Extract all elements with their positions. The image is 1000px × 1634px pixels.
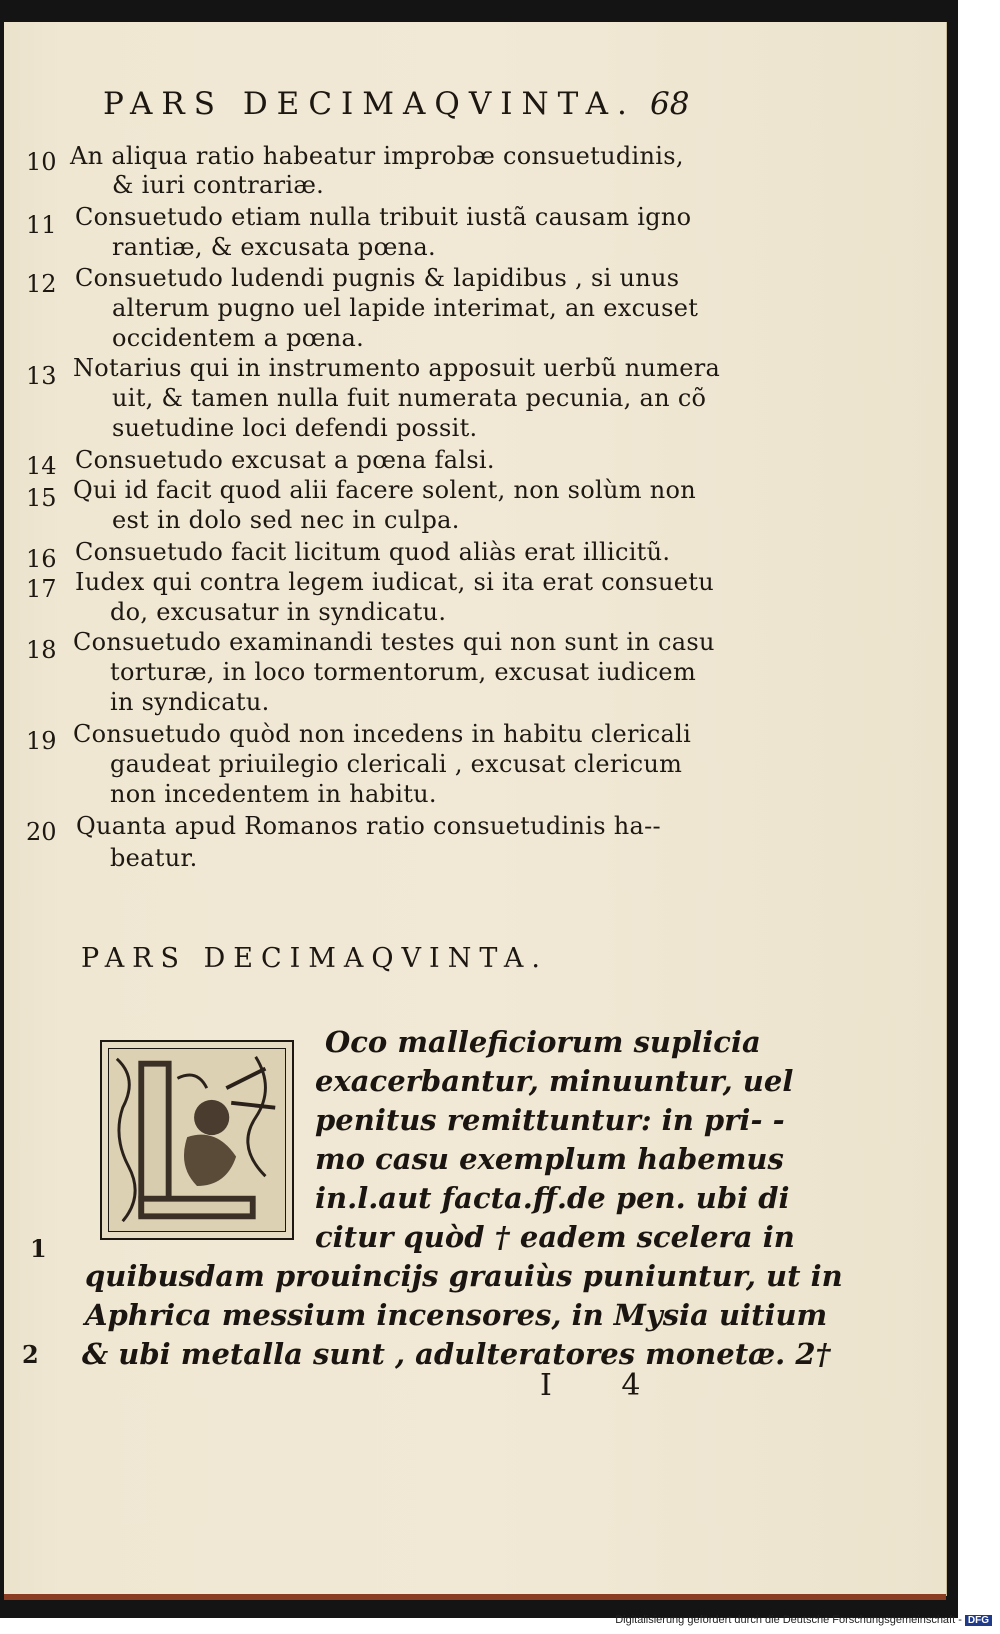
running-head-title: PARS DECIMAQVINTA. <box>103 86 636 122</box>
summary-line: occidentem a pœna. <box>112 324 365 352</box>
body-line: exacerbantur, minuuntur, uel <box>315 1064 794 1098</box>
summary-line: non incedentem in habitu. <box>110 780 437 808</box>
summary-line: Iudex qui contra legem iudicat, si ita erat consuetu <box>75 568 715 596</box>
body-line: Oco malleficiorum suplicia <box>325 1025 761 1059</box>
body-line: penitus remittuntur: in pri- - <box>315 1103 785 1137</box>
summary-number: 14 <box>26 452 57 480</box>
summary-number: 12 <box>26 270 57 298</box>
summary-line: Consuetudo examinandi testes qui non sunt in casu <box>73 628 715 656</box>
signature-mark: I 4 <box>540 1368 671 1403</box>
body-line: quibusdam prouincijs grauiùs puniuntur, ut in <box>85 1259 843 1293</box>
summary-number: 20 <box>26 818 57 846</box>
margin-number: 1 <box>30 1234 47 1263</box>
summary-number: 17 <box>26 575 57 603</box>
body-line: in.l.aut facta.ff.de pen. ubi di <box>315 1181 790 1215</box>
summary-number: 15 <box>26 484 57 512</box>
summary-line: alterum pugno uel lapide interimat, an excuset <box>112 294 699 322</box>
page-edge <box>4 1594 946 1600</box>
summary-line: beatur. <box>110 844 198 872</box>
margin-number: 2 <box>22 1340 39 1369</box>
summary-line: do, excusatur in syndicatu. <box>110 598 447 626</box>
summary-number: 19 <box>26 727 57 755</box>
summary-number: 10 <box>26 148 57 176</box>
summary-line: Consuetudo facit licitum quod aliàs erat illicitũ. <box>75 538 671 566</box>
summary-line: gaudeat priuilegio clericali , excusat clericum <box>110 750 683 778</box>
summary-line: torturæ, in loco tormentorum, excusat iudicem <box>110 658 696 686</box>
summary-line: Consuetudo quòd non incedens in habitu clericali <box>73 720 692 748</box>
woodcut-initial-l <box>100 1040 294 1240</box>
summary-line: in syndicatu. <box>110 688 270 716</box>
summary-line: uit, & tamen nulla fuit numerata pecunia, an cõ <box>112 384 707 412</box>
summary-line: & iuri contrariæ. <box>112 171 325 199</box>
dfg-credit-text: Digitalisierung gefördert durch die Deutsche Forschungsgemeinschaft - <box>615 1614 962 1626</box>
summary-line: Consuetudo excusat a pœna falsi. <box>75 446 495 474</box>
summary-line: Qui id facit quod alii facere solent, non solùm non <box>73 476 696 504</box>
summary-number: 11 <box>26 211 57 239</box>
summary-number: 18 <box>26 636 57 664</box>
summary-line: Notarius qui in instrumento apposuit uerbũ numera <box>73 354 721 382</box>
summary-line: suetudine loci defendi possit. <box>112 414 478 442</box>
body-line: citur quòd † eadem scelera in <box>315 1220 795 1254</box>
section-heading: PARS DECIMAQVINTA. <box>81 943 548 974</box>
body-line: mo casu exemplum habemus <box>315 1142 784 1176</box>
summary-line: Quanta apud Romanos ratio consuetudinis ha-- <box>76 812 661 840</box>
dfg-credit <box>615 1614 992 1626</box>
summary-line: rantiæ, & excusata pœna. <box>112 233 436 261</box>
summary-line: An aliqua ratio habeatur improbæ consuetudinis, <box>70 142 684 170</box>
summary-number: 16 <box>26 545 57 573</box>
summary-line: Consuetudo ludendi pugnis & lapidibus , si unus <box>75 264 680 292</box>
body-line: & ubi metalla sunt , adulteratores monetæ. 2† <box>82 1337 831 1371</box>
dfg-logo: DFG <box>965 1615 992 1626</box>
summary-line: Consuetudo etiam nulla tribuit iustã causam igno <box>75 203 692 231</box>
summary-line: est in dolo sed nec in culpa. <box>112 506 460 534</box>
page-number: 68 <box>650 86 690 122</box>
body-line: Aphrica messium incensores, in Mysia uitium <box>85 1298 828 1332</box>
summary-number: 13 <box>26 362 57 390</box>
